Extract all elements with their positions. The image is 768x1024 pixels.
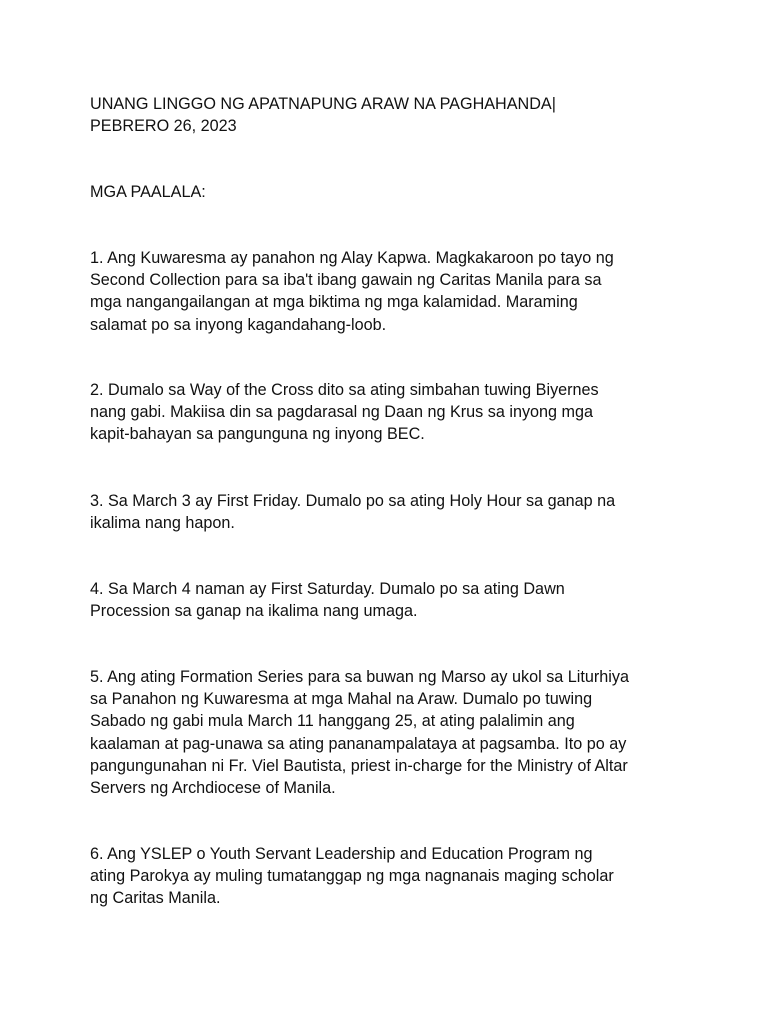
reminders-heading-text: MGA PAALALA: (90, 183, 206, 201)
reminder-item-2 (90, 379, 690, 446)
reminder-line: 1. Ang Kuwaresma ay panahon ng Alay Kapwa. Magkakaroon po tayo ng (90, 249, 614, 267)
reminder-line: Second Collection para sa iba't ibang gawain ng Caritas Manila para sa (90, 271, 602, 290)
reminder-line: 4. Sa March 4 naman ay First Saturday. Dumalo po sa ating Dawn (90, 580, 565, 598)
reminder-line: 2. Dumalo sa Way of the Cross dito sa ating simbahan tuwing Biyernes (90, 381, 599, 399)
reminder-line: ating Parokya ay muling tumatanggap ng mga nagnanais maging scholar (90, 867, 614, 886)
reminder-item-5 (90, 666, 690, 799)
reminder-line: kapit-bahayan sa pangunguna ng inyong BEC. (90, 425, 425, 444)
reminder-line: 5. Ang ating Formation Series para sa buwan ng Marso ay ukol sa Liturhiya (90, 668, 629, 686)
reminder-line: mga nangangailangan at mga biktima ng mga kalamidad. Maraming (90, 293, 578, 312)
reminder-line: Servers ng Archdiocese of Manila. (90, 779, 336, 798)
reminder-line: Procession sa ganap na ikalima nang umaga. (90, 602, 418, 621)
reminder-line: ikalima nang hapon. (90, 514, 235, 533)
reminder-line: nang gabi. Makiisa din sa pagdarasal ng Daan ng Krus sa inyong mga (90, 403, 594, 422)
reminders-heading (90, 181, 690, 203)
header-date-line: PEBRERO 26, 2023 (90, 117, 237, 136)
reminder-line: 6. Ang YSLEP o Youth Servant Leadership and Education Program ng (90, 845, 593, 863)
header-title-line: UNANG LINGGO NG APATNAPUNG ARAW NA PAGHAHANDA| (90, 95, 556, 113)
reminder-item-3 (90, 490, 690, 534)
reminder-item-1 (90, 247, 690, 336)
reminder-line: sa Panahon ng Kuwaresma at mga Mahal na Araw. Dumalo po tuwing (90, 690, 593, 709)
reminder-line: pangungunahan ni Fr. Viel Bautista, priest in-charge for the Ministry of Altar (90, 756, 628, 775)
reminder-line: kaalaman at pag-unawa sa ating pananampalataya at pagsamba. Ito po ay (90, 734, 627, 753)
reminder-line: Sabado ng gabi mula March 11 hanggang 25, at ating palalimin ang (90, 712, 575, 731)
reminder-line: 3. Sa March 3 ay First Friday. Dumalo po sa ating Holy Hour sa ganap na (90, 492, 616, 510)
reminder-item-4 (90, 578, 690, 622)
reminder-line: salamat po sa inyong kagandahang-loob. (90, 315, 387, 334)
reminder-line: ng Caritas Manila. (90, 889, 221, 908)
reminder-item-6 (90, 843, 690, 910)
document-header (90, 93, 690, 137)
